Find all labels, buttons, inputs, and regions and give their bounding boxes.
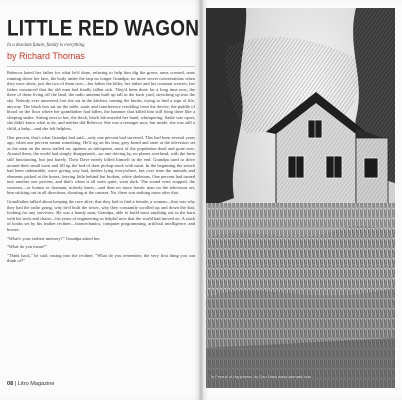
illustration-caption: 'In Pursuit of Happiness' by Dan Nask www.dannask.com [210,374,312,379]
farmhouse-illustration [206,8,395,388]
article-body [7,70,195,370]
body-paragraph: "Think back," he said, easing into the recliner. "What do you remember, the very first thing you can think of?" [7,252,195,264]
body-paragraph: "What's your earliest memory?" Grandpa asked her. [7,235,101,241]
article-title: LITTLE RED WAGON [7,16,200,41]
body-paragraph: Rebecca hated her father for what he'd done, refusing to help him dig the grave, arms crossed, tears running down her face, the body under the tarp no longer Grandpa, no more secret conversations when they were alone, just the two of them now—her father the killer, her father and his constant worries, her father convinced that the old man had finally fallen sick. They'd been done for a long time now, the three of them living off the land, the radio antenna built up tall in the back yard, stretching up into the sky. Nobody ever answered, but she sat in the kitchen, turning the knobs, trying to find a sign of life, anyway. The black box sat on the table, static and interference crackling from the device, the paddle of blood on the floor where her grandfather had fallen, the hammer that killed him still lying there like a sleeping snake. Sitting next to her, the thick, black lab nuzzled her hand, whimpering. Sadie was upset, she didn't know what to do, and neither did Rebecca. She was a teenager now, but inside, she was still a child, a baby—and she felt helpless. [7,70,195,131]
article-subtitle: In a desolate future, family is everything [7,43,85,48]
folio-separator: | [13,381,18,387]
farmhouse-drawing [206,8,395,388]
magazine-name: Litro Magazine [17,381,55,387]
page-gutter [199,0,203,400]
body-paragraph: One percent, that's what Grandpa had said—only one percent had survived. This had been several years ago, when one percent meant something. He'd rig on his lean, grey beard and stare at the television set as the men on the news trailed on, updates as infrequent, most of the population dead and gone now. Around them, the world had simply disappeared—no one driving by, no planes overhead, with the farm still functioning, but just barely. Their Dave nearly killed himself in the end. Grandpa used to drive around their small town and fill up the bed of their pickup truck with meat. In the beginning the stench had been unbearable, wave giving way bad, bodies lying everywhere, but over time the animals and elements picked at the bones, leaving little behind but broken, white skeletons. One percent had turned into another one percent, and that's when it all went quiet, went dark. The sound went stopped, the weasons—or bomns or dormant, nobody knew—and then no more frantic man on the television set, him sticking out in all directions, shouting at the camera. No, there was nothing more after that. [7,134,195,196]
title-divider [7,66,195,67]
body-paragraph: "What do you mean?" [7,244,47,250]
article-byline: by Richard Thomas [7,51,85,61]
page-folio [7,381,55,387]
body-paragraph: Grandfather talked about keeping the race alive, that they had to find a female, a woman—that was why they had the radio going, why he'd built the tower, why they constantly scrolled up and down the dial, looking for any survivors. He was a handy man, Grandpa, able to build most anything out in the barn with his tools and chairs—his years of engineering so helpful now that the world had moved on. A stack of books set by his leather recliner—biomechanics, computer programming, artificial intelligence, and horses. [7,199,195,233]
page-number: 08 [7,381,14,387]
